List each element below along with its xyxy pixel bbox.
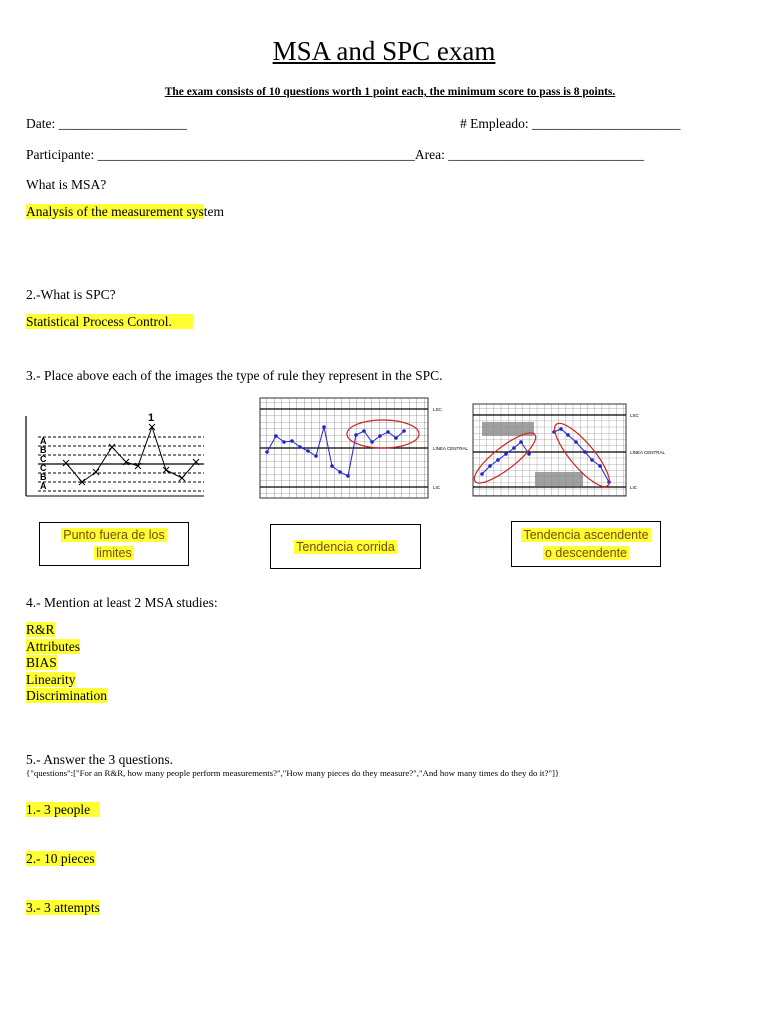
rule-answer-box-3[interactable] bbox=[511, 521, 661, 567]
answer-text: 2.- 10 pieces bbox=[26, 851, 95, 866]
answer-5-1 bbox=[26, 802, 100, 818]
employee-field[interactable]: # Empleado: ______________________ bbox=[460, 116, 681, 131]
answer-4-list bbox=[26, 622, 107, 705]
lcl-label: LIC bbox=[433, 485, 441, 490]
list-item: Attributes bbox=[26, 638, 80, 654]
question-4: 4.- Mention at least 2 MSA studies: bbox=[26, 595, 218, 610]
exam-instructions: The exam consists of 10 questions worth 1 point each, the minimum score to pass is 8 points. bbox=[164, 86, 616, 98]
question-1: What is MSA? bbox=[26, 177, 107, 192]
answer-1 bbox=[26, 204, 224, 220]
page-title: MSA and SPC exam bbox=[272, 36, 496, 66]
participant-area-field[interactable]: Participante: _______________________________________________Area: _____________________________ bbox=[26, 147, 644, 162]
center-line-label: LÍNEA CENTRAL bbox=[433, 446, 469, 451]
answer-2-text: Statistical Process Control. bbox=[26, 314, 193, 329]
question-5-list: {"questions":["For an R&R, how many people perform measurements?","How many pieces do they measure?","And how many times do they do it?"]} bbox=[26, 768, 560, 778]
ucl-label: LSC bbox=[433, 407, 442, 412]
answer-2 bbox=[26, 314, 193, 330]
answer-1-rest: tem bbox=[203, 204, 224, 219]
question-2: 2.-What is SPC? bbox=[26, 287, 116, 302]
lcl-label: LIC bbox=[630, 485, 638, 490]
list-item: BIAS bbox=[26, 655, 57, 670]
center-line-label: LÍNEA CENTRAL bbox=[630, 450, 666, 455]
out-of-limit-marker: 1 bbox=[148, 412, 155, 424]
answer-5-2 bbox=[26, 851, 95, 867]
rule-answer-line: Tendencia corrida bbox=[296, 539, 395, 554]
ucl-label: LSC bbox=[630, 413, 639, 418]
spc-chart-run bbox=[259, 396, 469, 501]
zone-label: A bbox=[40, 436, 47, 446]
rule-answer-box-2[interactable] bbox=[270, 524, 421, 569]
answer-text: 1.- 3 people bbox=[26, 802, 101, 817]
rule-answer-box-1[interactable] bbox=[39, 522, 189, 566]
list-item: R&R bbox=[26, 622, 55, 637]
zone-label: A bbox=[40, 481, 47, 491]
spc-chart-out-of-limits bbox=[26, 410, 206, 500]
answer-text: 3.- 3 attempts bbox=[26, 900, 100, 915]
rule-answer-line: Tendencia ascendente bbox=[523, 528, 649, 542]
zone-label: B bbox=[40, 472, 47, 482]
rule-answer-line: limites bbox=[96, 546, 132, 560]
date-field[interactable]: Date: ___________________ bbox=[26, 116, 187, 131]
answer-5-3 bbox=[26, 900, 100, 916]
zone-label: C bbox=[40, 454, 47, 464]
list-item: Discrimination bbox=[26, 688, 107, 703]
zone-label: B bbox=[40, 445, 47, 455]
spc-chart-trend bbox=[472, 402, 672, 500]
rule-answer-line: Punto fuera de los bbox=[63, 528, 165, 542]
list-item: Linearity bbox=[26, 671, 76, 687]
question-5: 5.- Answer the 3 questions. bbox=[26, 752, 173, 767]
question-3: 3.- Place above each of the images the type of rule they represent in the SPC. bbox=[26, 368, 443, 383]
answer-1-highlight: Analysis of the measurement sys bbox=[26, 204, 204, 219]
rule-answer-line: o descendente bbox=[544, 546, 627, 560]
zone-label: C bbox=[40, 463, 47, 473]
